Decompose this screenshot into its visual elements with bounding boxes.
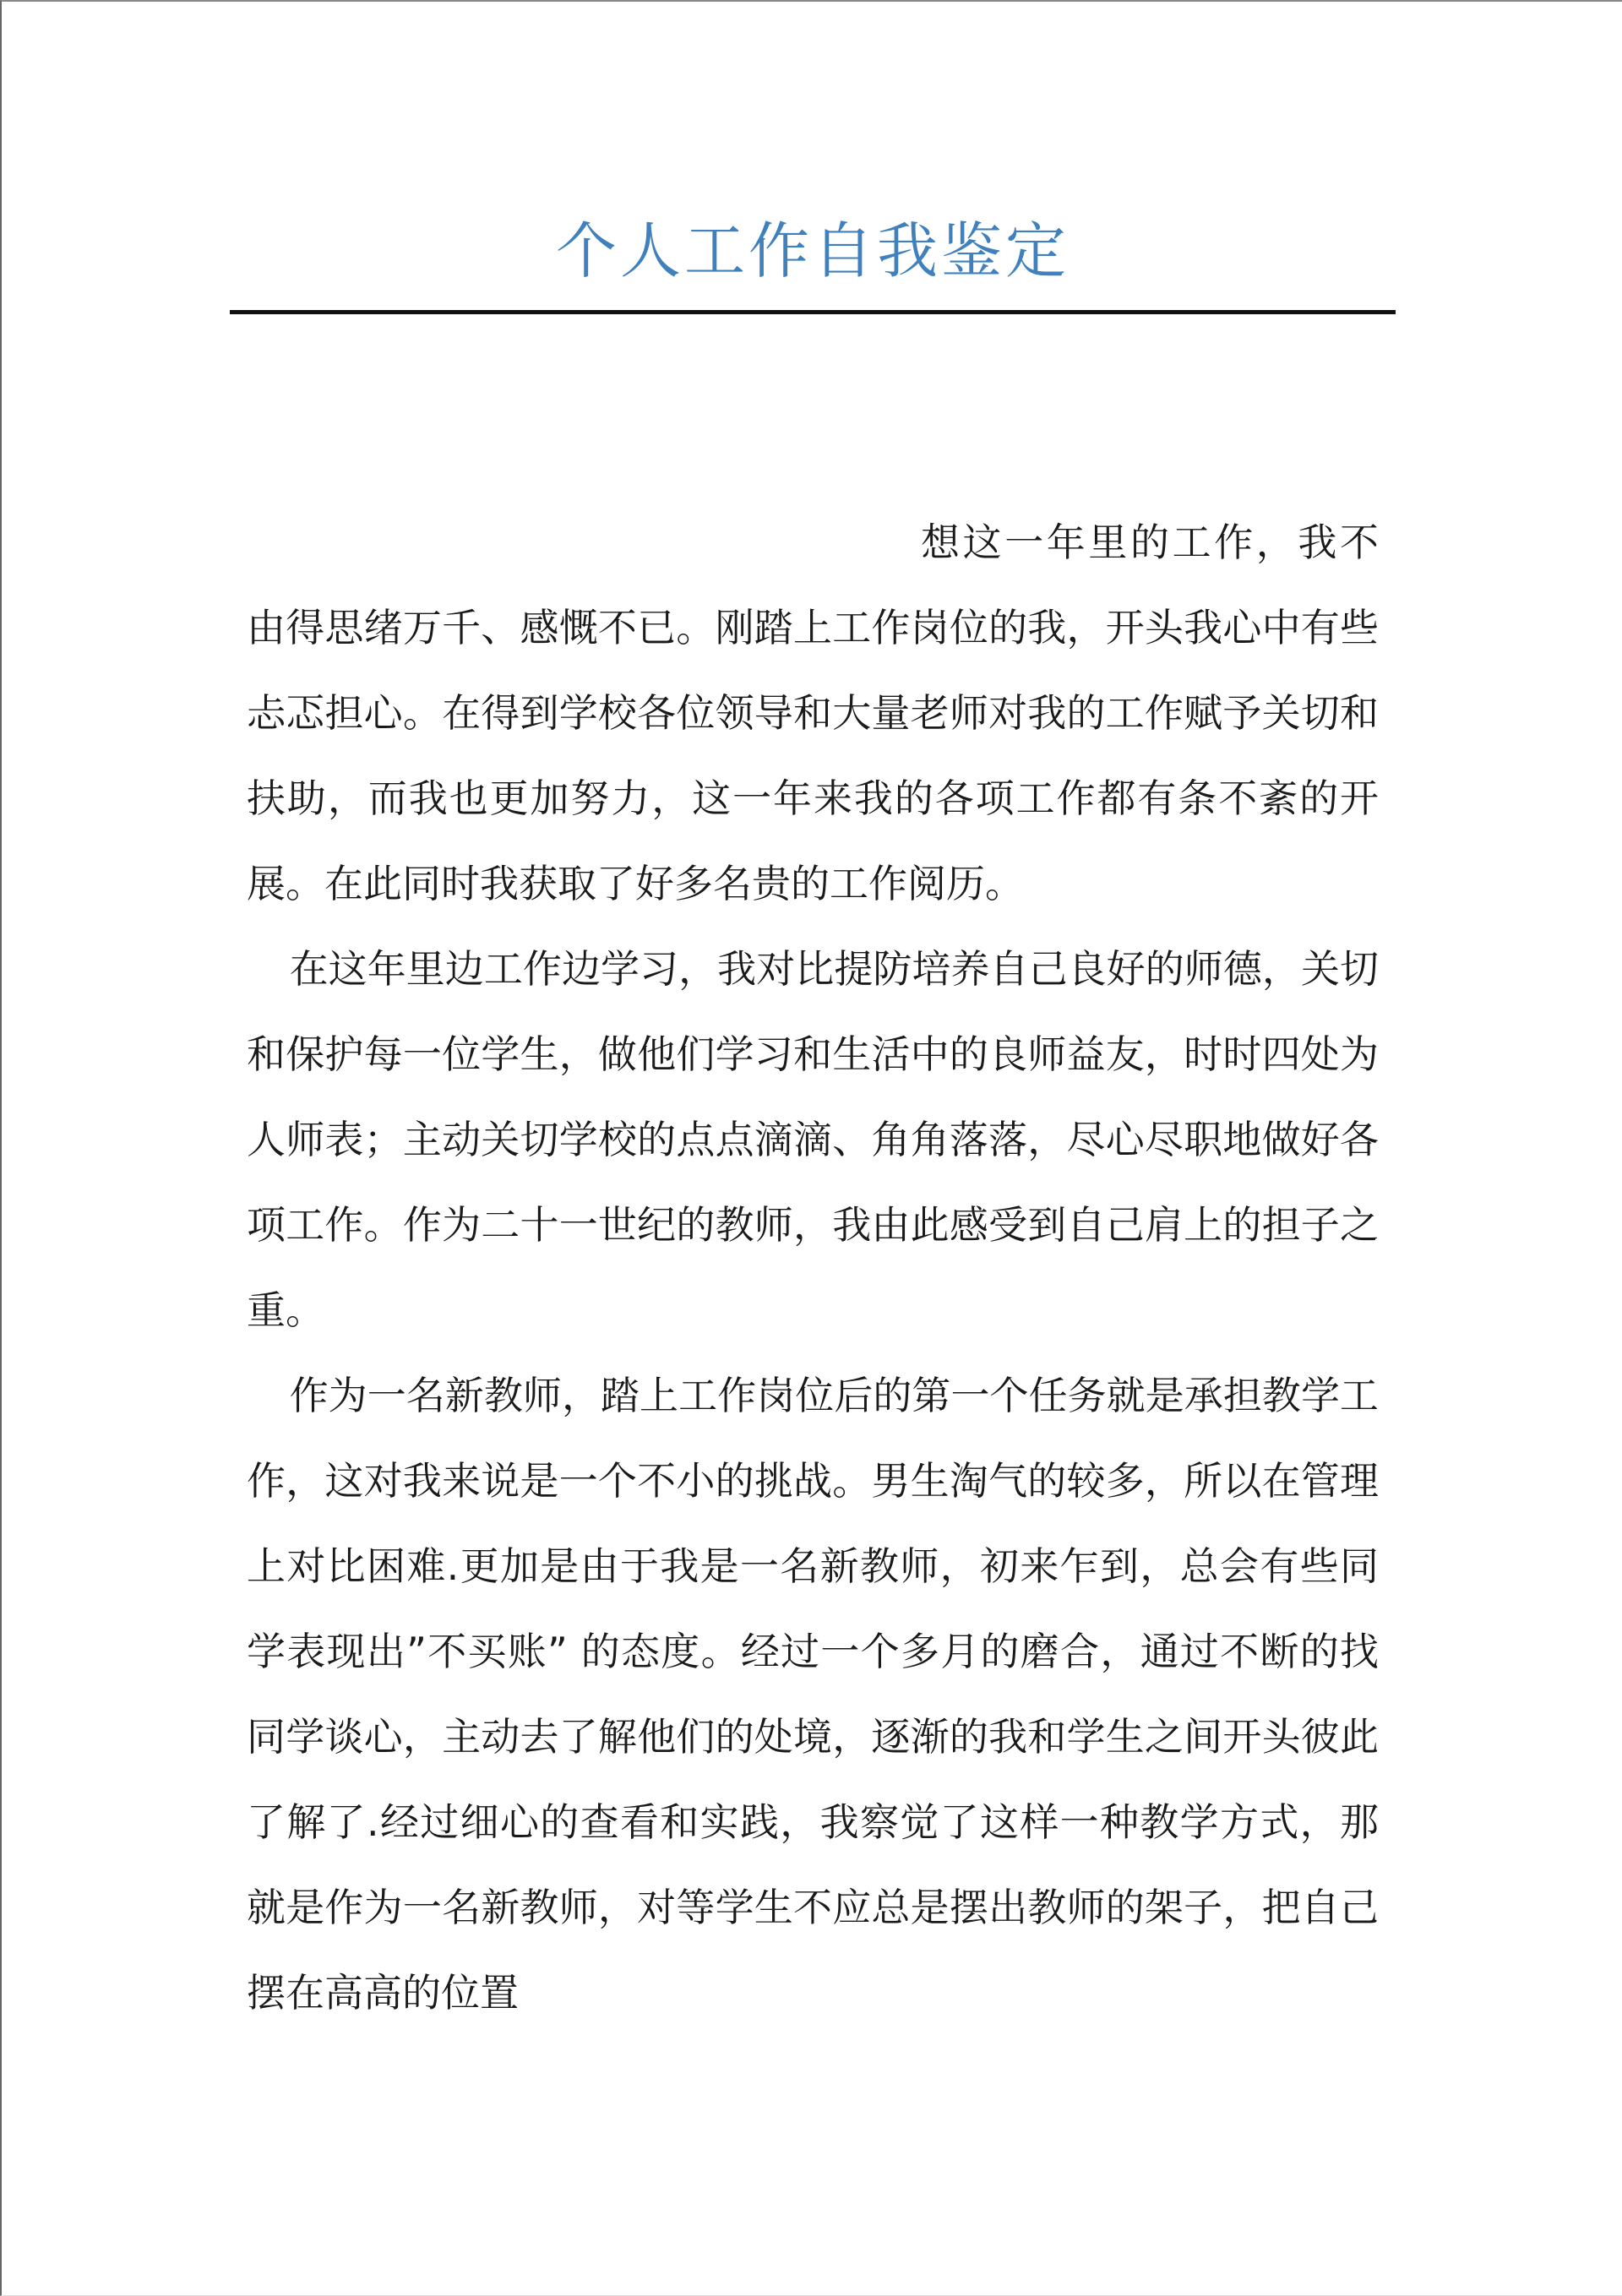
page-title: 个人工作自我鉴定 xyxy=(555,215,1070,286)
paragraph-3: 作为一名新教师，踏上工作岗位后的第一个任务就是承担教学工作，这对我来说是一个不小的挑战。男生淘气的较多，所以在管理上对比困难.更加是由于我是一名新教师，初来乍到，总会有些同学表现出”不买账” 的态度。经过一个多月的磨合，通过不断的找同学谈心，主动去了解他们的处境，逐渐的我和学生之间开头彼此了解了.经过细心的查看和实践，我察觉了这样一种教学方式，那就是作为一名新教师，对等学生不应总是摆出教师的架子，把自己摆在高高的位置 xyxy=(247,1373,1379,2016)
title-underline xyxy=(230,310,1396,314)
document-body xyxy=(247,500,1379,2036)
paragraph-1: 想这一年里的工作，我不由得思绪万千、感慨不已。刚踏上工作岗位的我，开头我心中有些忐忑担心。在得到学校各位领导和大量老师对我的工作赋予关切和扶助，而我也更加努力，这一年来我的各项工作都有条不紊的开展。在此同时我获取了好多名贵的工作阅历。 xyxy=(247,520,1379,906)
paragraph-2: 在这年里边工作边学习，我对比提防培养自己良好的师德，关切和保护每一位学生，做他们学习和生活中的良师益友，时时四处为人师表；主动关切学校的点点滴滴、角角落落，尽心尽职地做好各项工作。作为二十一世纪的教师，我由此感受到自己肩上的担子之重。 xyxy=(247,946,1379,1333)
